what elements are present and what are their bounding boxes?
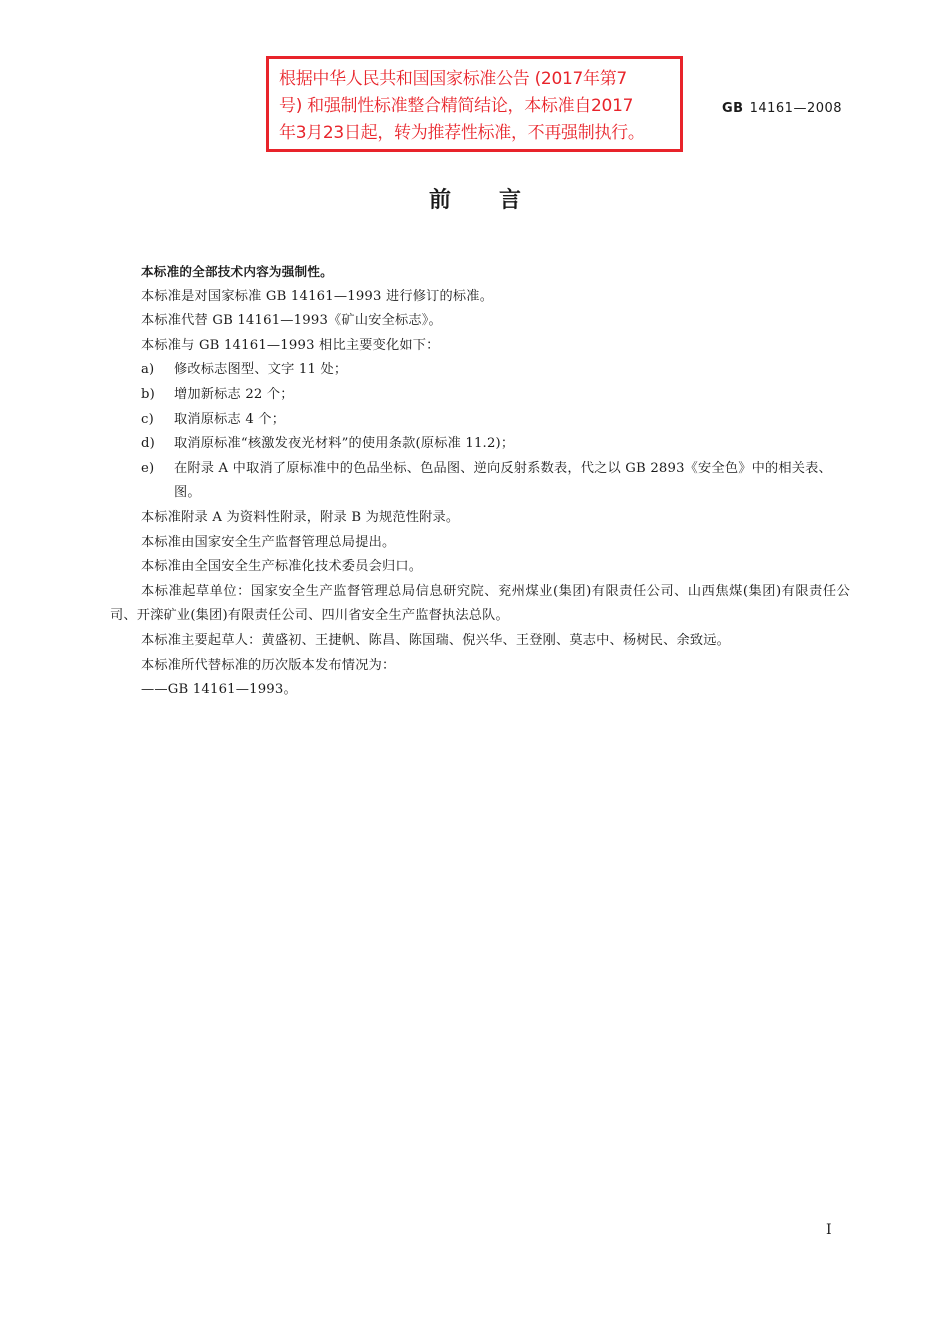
paragraph-revision: 本标准是对国家标准 GB 14161—1993 进行修订的标准。 [141,288,494,304]
paragraph-drafting-units: 本标准起草单位：国家安全生产监督管理总局信息研究院、兖州煤业(集团)有限责任公司、山西焦煤(集团)有限责任公司、开滦矿业(集团)有限责任公司、四川省安全生产监督执法总队。 [110,583,850,624]
list-item-label: d) [141,436,155,452]
list-item [110,432,850,457]
standard-number [722,101,842,116]
list-item-text: 取消原标志 4 个； [174,411,286,427]
paragraph-appendix: 本标准附录 A 为资料性附录，附录 B 为规范性附录。 [141,509,460,525]
list-item-text: 修改标志图型、文字 11 处； [174,362,348,378]
list-item-label: a) [141,362,155,378]
standard-prefix: GB [722,101,744,116]
list-item [110,408,850,433]
paragraph-drafters: 本标准主要起草人：黄盛初、王捷帆、陈昌、陈国瑞、倪兴华、王登刚、莫志中、杨树民、余致远。 [141,632,731,648]
list-item-label: c) [141,411,154,427]
notice-line-2: 号) 和强制性标准整合精简结论，本标准自2017 [279,96,634,116]
paragraph-history-intro: 本标准所代替标准的历次版本发布情况为： [141,657,396,673]
standard-code: 14161—2008 [749,101,843,116]
list-item [110,358,850,383]
notice-line-1: 根据中华人民共和国国家标准公告 (2017年第7 [279,69,627,89]
list-item [110,383,850,408]
paragraph-changes-intro: 本标准与 GB 14161—1993 相比主要变化如下： [141,337,440,353]
preface-body [110,260,850,703]
list-item-text: 增加新标志 22 个； [174,386,294,402]
page-title: 前言 [428,188,569,213]
page-number: I [826,1222,832,1238]
list-item-label: b) [141,386,155,402]
paragraph-history-item: ——GB 14161—1993。 [141,682,297,698]
paragraph-mandatory: 本标准的全部技术内容为强制性。 [141,264,333,279]
list-item-text: 在附录 A 中取消了原标准中的色品坐标、色品图、逆向反射系数表，代之以 GB 2893《安全色》中的相关表、图。 [174,460,832,501]
paragraph-replaces: 本标准代替 GB 14161—1993《矿山安全标志》。 [141,313,442,329]
notice-stamp [266,56,683,152]
paragraph-responsible: 本标准由全国安全生产标准化技术委员会归口。 [141,559,423,575]
notice-line-3: 年3月23日起，转为推荐性标准，不再强制执行。 [279,123,645,143]
list-item-text: 取消原标准“核激发夜光材料”的使用条款(原标准 11.2)； [174,436,515,452]
list-item-label: e) [141,460,155,476]
list-item [110,457,850,506]
paragraph-proposer: 本标准由国家安全生产监督管理总局提出。 [141,534,396,550]
